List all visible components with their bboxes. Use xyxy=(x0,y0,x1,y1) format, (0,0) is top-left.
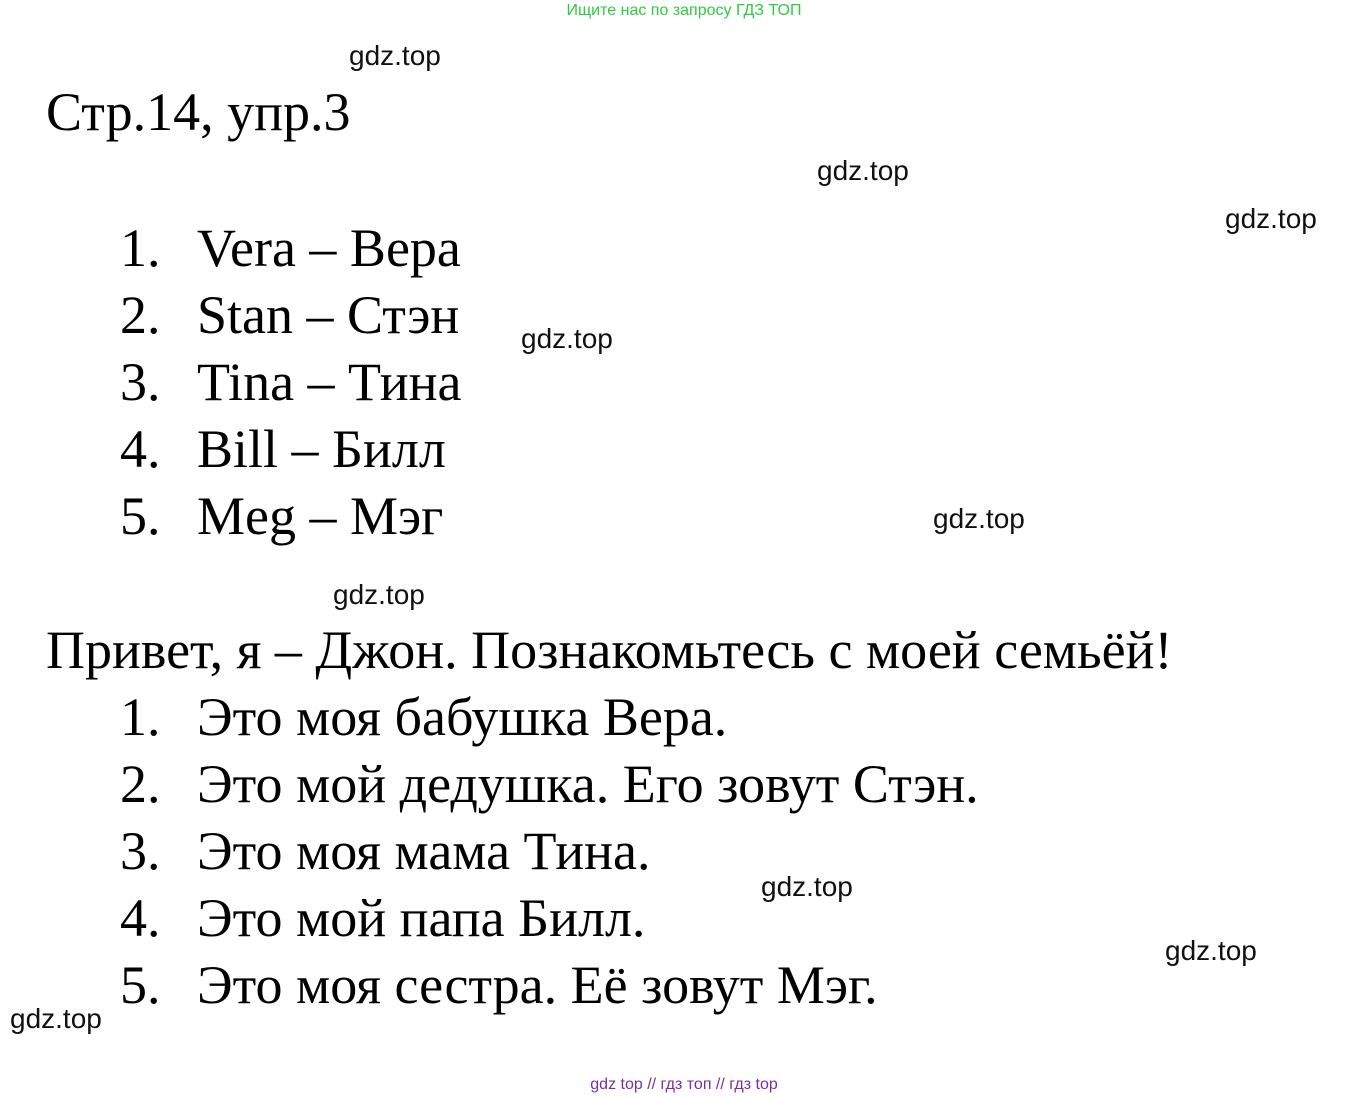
watermark: gdz.top xyxy=(761,871,853,902)
item-text: Это мой дедушка. Его зовут Стэн. xyxy=(197,754,979,814)
item-number: 4. xyxy=(120,419,161,479)
watermark: gdz.top xyxy=(333,579,425,610)
item-text: Bill – Билл xyxy=(197,419,446,479)
item-text: Это моя бабушка Вера. xyxy=(197,687,728,747)
item-number: 5. xyxy=(120,955,161,1015)
watermark: gdz.top xyxy=(933,503,1025,534)
watermark: gdz.top xyxy=(10,1003,102,1034)
item-number: 2. xyxy=(120,285,161,345)
page-title: Стр.14, упр.3 xyxy=(46,82,351,142)
intro-text: Привет, я – Джон. Познакомьтесь с моей семьёй! xyxy=(46,620,1173,680)
item-text: Tina – Тина xyxy=(197,352,462,412)
watermark: gdz.top xyxy=(521,323,613,354)
watermark: gdz.top xyxy=(1225,203,1317,234)
top-banner: Ищите нас по запросу ГДЗ ТОП xyxy=(566,2,802,19)
item-text: Meg – Мэг xyxy=(197,486,444,546)
item-number: 5. xyxy=(120,486,161,546)
item-text: Это мой папа Билл. xyxy=(197,888,646,948)
item-text: Stan – Стэн xyxy=(197,285,460,345)
item-number: 1. xyxy=(120,687,161,747)
item-text: Vera – Вера xyxy=(197,218,461,278)
watermark: gdz.top xyxy=(817,155,909,186)
watermark: gdz.top xyxy=(349,40,441,71)
item-number: 2. xyxy=(120,754,161,814)
item-number: 1. xyxy=(120,218,161,278)
item-text: Это моя сестра. Её зовут Мэг. xyxy=(197,955,878,1015)
footer: gdz top // гдз топ // гдз top xyxy=(590,1076,778,1093)
watermark: gdz.top xyxy=(1165,935,1257,966)
item-number: 3. xyxy=(120,821,161,881)
item-text: Это моя мама Тина. xyxy=(197,821,651,881)
item-number: 3. xyxy=(120,352,161,412)
item-number: 4. xyxy=(120,888,161,948)
